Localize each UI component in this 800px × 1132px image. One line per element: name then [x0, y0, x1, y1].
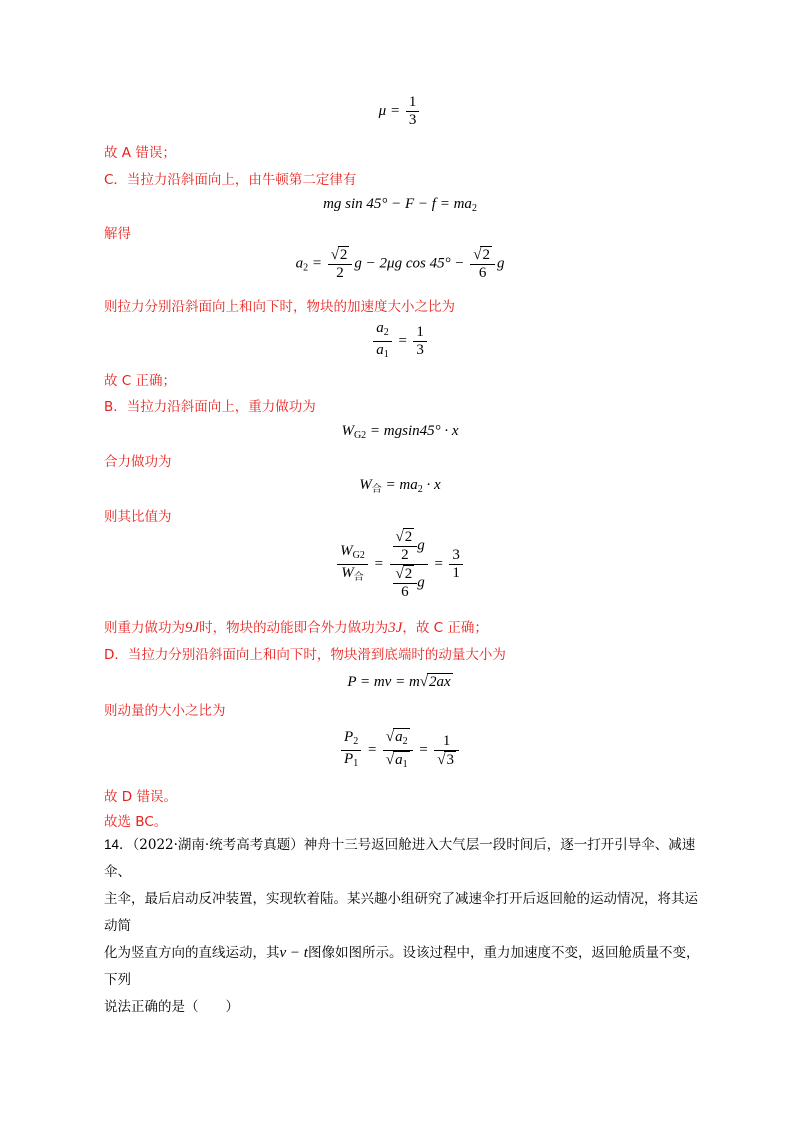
d-wrong-line: 故 D 错误。: [104, 789, 177, 805]
sqrt2-over-6: $\frac{√2}{6}$: [470, 246, 495, 282]
value-9j: 9J: [185, 620, 200, 636]
c-intro-line: C．当拉力沿斜面向上，由牛顿第二定律有: [104, 172, 357, 188]
equation-wg2: $W_{G2} = mgsin45^\circ \cdot x$: [341, 423, 459, 441]
equation-accel-ratio: $\frac{a_2}{a_1}$ = $\frac{1}{3}$: [0, 320, 800, 363]
equation-mu: [0, 94, 800, 129]
net-work-line: 合力做功为: [104, 454, 172, 470]
mu-lhs: μ =: [378, 102, 401, 119]
question-line-3: 化为竖直方向的直线运动，其v − t图像如图所示。设该过程中，重力加速度不变，返回舱质量不变，下列: [104, 945, 700, 988]
answer-line: 故选 BC。: [104, 814, 168, 830]
equation-a2: $a_2$ = $\frac{√2}{2}$ g − 2μg cos 45° − $\frac{√2}{6}$ g: [295, 247, 505, 281]
equation-newton: mg $\sin 45^\circ - F - f = ma_2$: [323, 196, 477, 214]
question-line-1: 14．（2022·湖南·统考高考真题）神舟十三号返回舱进入大气层一段时间后，逐一打开引导伞、减速伞、: [104, 837, 696, 880]
equation-w-net: $W_合 = ma_2 \cdot x$: [359, 477, 441, 495]
three-over-one: $\frac{3}{1}$: [449, 547, 463, 582]
b-intro-line: B．当拉力沿斜面向上，重力做功为: [104, 399, 316, 415]
value-3j: 3J: [388, 620, 403, 636]
question-line-4: 说法正确的是（ ）: [104, 999, 239, 1015]
a2-over-a1: $\frac{a_2}{a_1}$: [373, 320, 392, 363]
ratio-value-line: 则其比值为: [104, 509, 172, 525]
question-line-2: 主伞，最后启动反冲装置，实现软着陆。某兴趣小组研究了减速伞打开后返回舱的运动情况，将其运动简: [104, 891, 698, 934]
equation-momentum-ratio: $\frac{P_2}{P_1}$ = $\frac{√a_2}{√a_1}$ = $\frac{1}{√3}$: [0, 728, 800, 773]
sqrt-a2-over-sqrt-a1: $\frac{√a_2}{√a_1}$: [383, 728, 413, 773]
wg2-over-wnet: $\frac{W_{G2}}{W_合}$: [337, 543, 368, 586]
compound-fraction: $\frac{√2}{2}$ g $\frac{√2}{6}$ g: [390, 528, 428, 601]
solve-line: 解得: [104, 226, 131, 242]
energy-line: 则重力做功为9J时，物块的动能即合外力做功为3J，故 C 正确；: [104, 620, 488, 636]
sqrt2-over-2: $\frac{√2}{2}$: [328, 246, 353, 282]
equation-momentum: P = mv = m√2ax: [347, 674, 451, 690]
p2-over-p1: $\frac{P_2}{P_1}$: [341, 729, 361, 772]
question-14: [104, 831, 704, 1021]
c-correct-line: 故 C 正确；: [104, 373, 177, 389]
ratio-intro-line: 则拉力分别沿斜面向上和向下时，物块的加速度大小之比为: [104, 299, 455, 315]
d-intro-line: D．当拉力分别沿斜面向上和向下时，物块滑到底端时的动量大小为: [104, 647, 506, 663]
one-over-three: $\frac{1}{3}$: [413, 324, 427, 359]
momentum-ratio-line: 则动量的大小之比为: [104, 703, 226, 719]
mu-fraction: $\frac{1}{3}$: [406, 94, 420, 129]
a-wrong-line: 故 A 错误；: [104, 145, 176, 161]
equation-work-ratio: $\frac{W_{G2}}{W_合}$ = $\frac{√2}{2}$ g $\frac{√2}{6}$ g = $\frac{3}{1}$: [0, 528, 800, 601]
one-over-sqrt3: $\frac{1}{√3}$: [434, 733, 459, 769]
